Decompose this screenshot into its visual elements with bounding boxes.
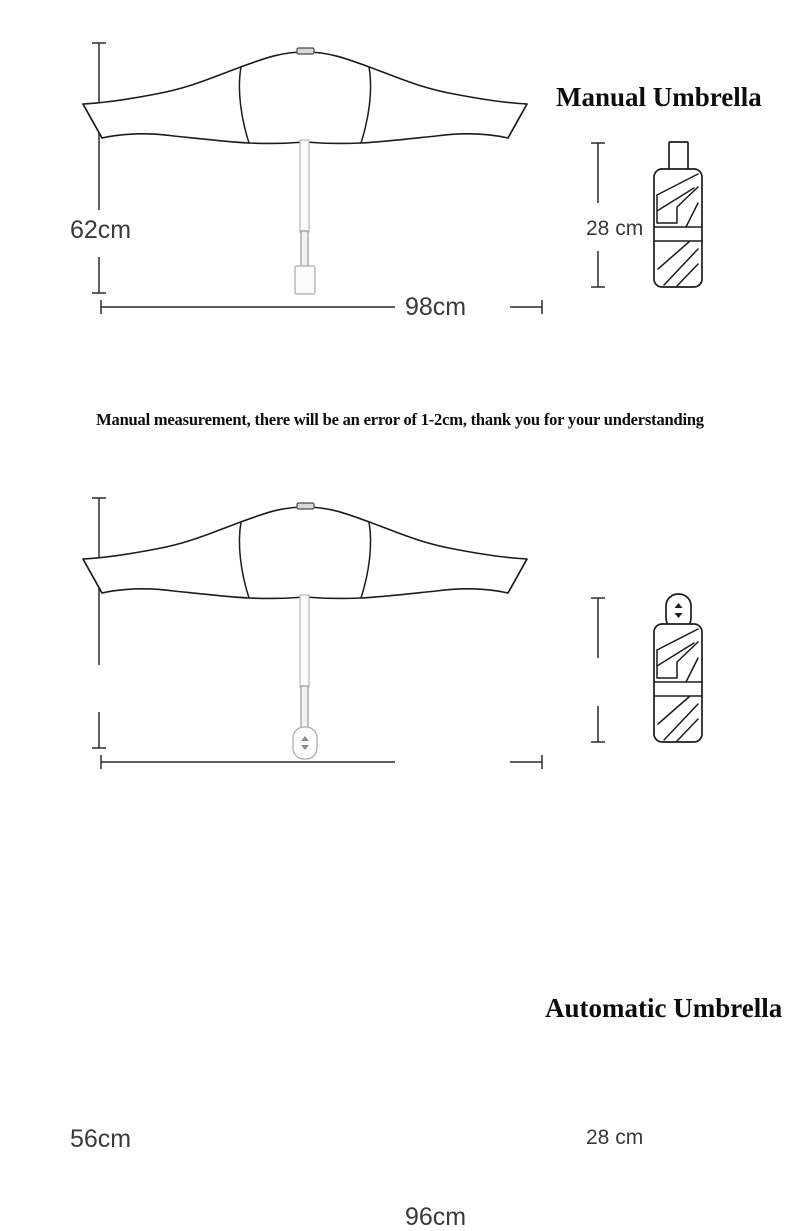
umbrella-handle-automatic [293,727,317,759]
open-umbrella-diagram-manual [55,0,565,340]
umbrella-canopy-manual [83,52,527,143]
height-dimension-label-manual: 62cm [70,216,132,244]
height-dimension-automatic [92,498,106,748]
folded-umbrella-diagram-manual [565,55,800,295]
folded-height-label-manual: 28 cm [586,217,644,240]
canopy-tip-cap-manual [297,48,314,54]
folded-umbrella-diagram-automatic [565,510,800,750]
folded-handle-manual [669,142,688,172]
shaft-upper-manual [300,140,309,232]
umbrella-handle-manual [295,266,315,294]
height-dimension-label-automatic: 56cm [70,1125,132,1153]
width-dimension-manual [101,300,542,314]
product-title-automatic: Automatic Umbrella [545,993,783,1023]
height-dimension-manual [92,43,106,293]
folded-height-dimension-automatic [591,598,605,742]
open-umbrella-diagram-automatic [55,455,565,795]
product-title-manual: Manual Umbrella [556,82,762,112]
width-dimension-label-manual: 98cm [405,293,467,321]
product-section-manual [0,0,800,390]
umbrella-canopy-automatic [83,507,527,598]
product-section-automatic [0,455,800,1231]
width-dimension-automatic [101,755,542,769]
canopy-tip-cap-automatic [297,503,314,509]
folded-height-label-automatic: 28 cm [586,1126,644,1149]
width-dimension-label-automatic: 96cm [405,1203,467,1231]
folded-height-dimension-manual [591,143,605,287]
shaft-upper-automatic [300,595,309,687]
measurement-disclaimer: Manual measurement, there will be an error of 1-2cm, thank you for your understanding [96,410,704,429]
